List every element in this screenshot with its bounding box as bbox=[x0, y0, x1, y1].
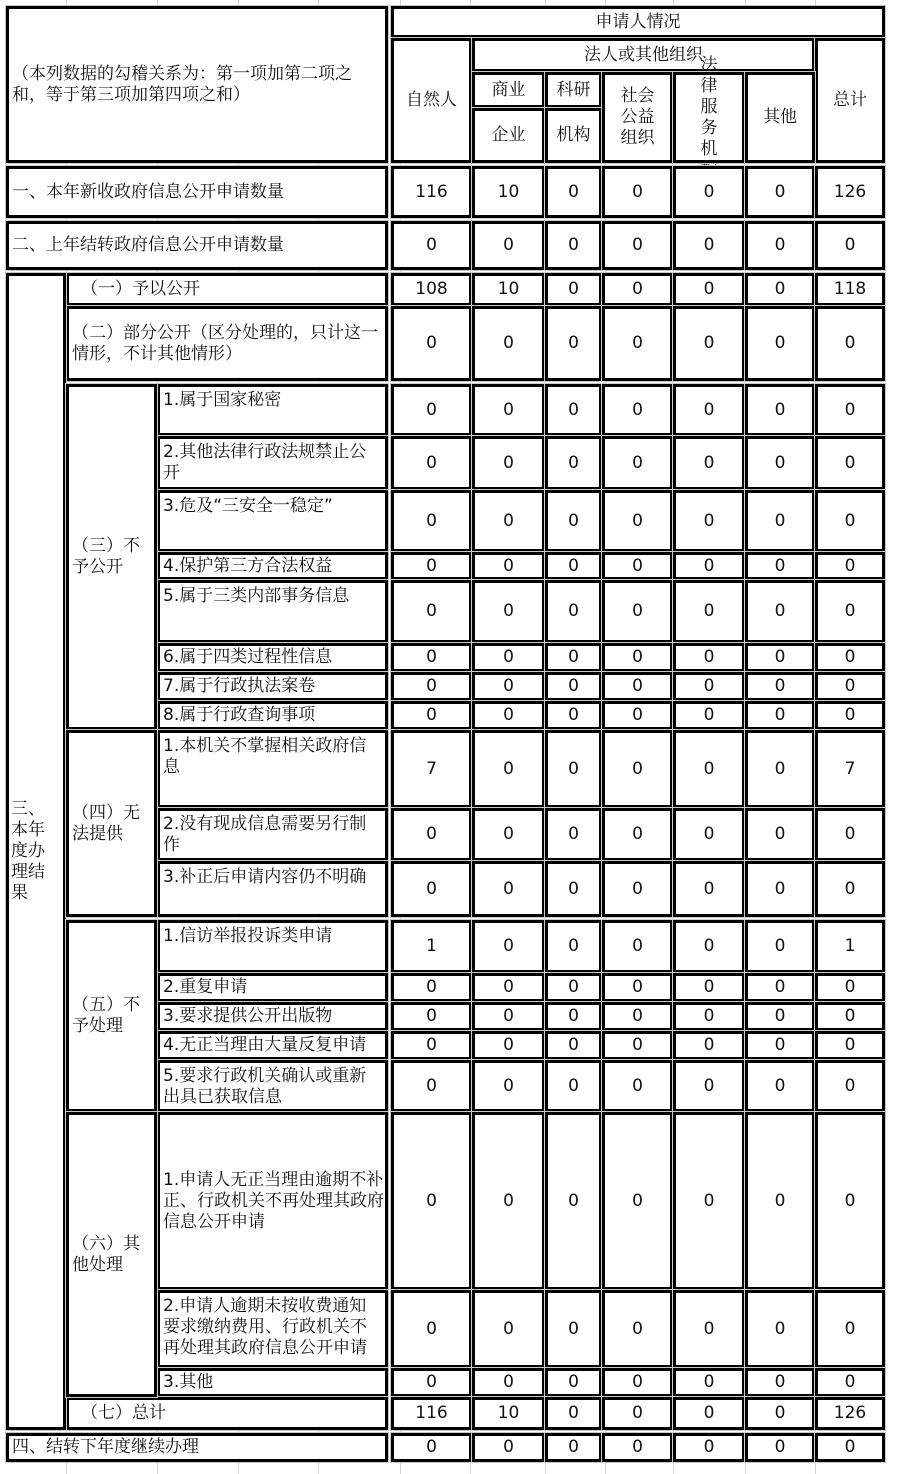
header-other: 其他 bbox=[745, 72, 815, 163]
value-cell: 0 bbox=[745, 1368, 815, 1397]
group-other-handling: （六）其他处理 bbox=[66, 1112, 157, 1397]
value-cell: 0 bbox=[472, 1368, 545, 1397]
value-cell: 0 bbox=[391, 973, 472, 1002]
value-cell: 0 bbox=[545, 730, 602, 808]
value-cell: 0 bbox=[602, 1112, 673, 1290]
value-cell: 0 bbox=[602, 672, 673, 701]
value-cell: 0 bbox=[545, 920, 602, 973]
value-cell: 0 bbox=[472, 808, 545, 861]
value-cell: 0 bbox=[745, 672, 815, 701]
value-cell: 10 bbox=[472, 1397, 545, 1430]
row-label: 一、本年新收政府信息公开申请数量 bbox=[6, 166, 388, 218]
value-cell: 0 bbox=[545, 808, 602, 861]
value-cell: 0 bbox=[545, 861, 602, 917]
value-cell: 10 bbox=[472, 166, 545, 218]
value-cell: 0 bbox=[602, 1368, 673, 1397]
value-cell: 0 bbox=[745, 861, 815, 917]
value-cell: 0 bbox=[602, 701, 673, 730]
value-cell: 0 bbox=[602, 920, 673, 973]
value-cell: 0 bbox=[745, 973, 815, 1002]
value-cell: 0 bbox=[391, 808, 472, 861]
value-cell: 0 bbox=[673, 1433, 745, 1462]
row-label: 1.属于国家秘密 bbox=[157, 384, 388, 436]
value-cell: 0 bbox=[602, 643, 673, 672]
value-cell: 0 bbox=[815, 436, 885, 490]
value-cell: 0 bbox=[673, 1002, 745, 1031]
value-cell: 0 bbox=[545, 384, 602, 436]
value-cell: 0 bbox=[602, 552, 673, 580]
value-cell: 0 bbox=[545, 273, 602, 306]
header-total: 总计 bbox=[815, 38, 885, 163]
value-cell: 0 bbox=[391, 490, 472, 552]
value-cell: 0 bbox=[745, 1060, 815, 1112]
value-cell: 0 bbox=[391, 384, 472, 436]
value-cell: 116 bbox=[391, 1397, 472, 1430]
row-label: 二、上年结转政府信息公开申请数量 bbox=[6, 221, 388, 270]
value-cell: 0 bbox=[472, 973, 545, 1002]
value-cell: 0 bbox=[673, 920, 745, 973]
value-cell: 0 bbox=[815, 861, 885, 917]
value-cell: 0 bbox=[745, 490, 815, 552]
group-not-disclosed: （三）不予公开 bbox=[66, 384, 157, 730]
value-cell: 0 bbox=[391, 861, 472, 917]
header-research-bottom: 机构 bbox=[545, 108, 602, 163]
value-cell: 0 bbox=[472, 920, 545, 973]
value-cell: 0 bbox=[602, 221, 673, 270]
value-cell: 0 bbox=[472, 672, 545, 701]
value-cell: 0 bbox=[815, 1290, 885, 1368]
row-label: 2.申请人逾期未按收费通知要求缴纳费用、行政机关不再处理其政府信息公开申请 bbox=[157, 1290, 388, 1368]
value-cell: 0 bbox=[472, 1060, 545, 1112]
value-cell: 0 bbox=[602, 490, 673, 552]
value-cell: 0 bbox=[472, 384, 545, 436]
value-cell: 0 bbox=[545, 490, 602, 552]
value-cell: 0 bbox=[815, 1031, 885, 1060]
value-cell: 7 bbox=[815, 730, 885, 808]
value-cell: 0 bbox=[545, 1433, 602, 1462]
header-commercial-top: 商业 bbox=[472, 72, 545, 108]
value-cell: 0 bbox=[545, 1031, 602, 1060]
value-cell: 0 bbox=[391, 701, 472, 730]
value-cell: 0 bbox=[545, 221, 602, 270]
value-cell: 0 bbox=[545, 701, 602, 730]
value-cell: 0 bbox=[745, 166, 815, 218]
value-cell: 0 bbox=[391, 552, 472, 580]
value-cell: 0 bbox=[745, 1031, 815, 1060]
value-cell: 0 bbox=[673, 1290, 745, 1368]
value-cell: 0 bbox=[815, 643, 885, 672]
value-cell: 0 bbox=[391, 1368, 472, 1397]
value-cell: 118 bbox=[815, 273, 885, 306]
value-cell: 0 bbox=[472, 436, 545, 490]
row-label: 1.本机关不掌握相关政府信息 bbox=[157, 730, 388, 808]
value-cell: 0 bbox=[472, 1290, 545, 1368]
row-label: （二）部分公开（区分处理的，只计这一情形，不计其他情形） bbox=[66, 306, 388, 381]
value-cell: 1 bbox=[391, 920, 472, 973]
value-cell: 0 bbox=[391, 1112, 472, 1290]
value-cell: 0 bbox=[673, 701, 745, 730]
value-cell: 0 bbox=[391, 221, 472, 270]
value-cell: 0 bbox=[472, 1433, 545, 1462]
value-cell: 0 bbox=[745, 1112, 815, 1290]
row-label: 四、结转下年度继续办理 bbox=[6, 1433, 388, 1462]
value-cell: 0 bbox=[472, 1112, 545, 1290]
value-cell: 0 bbox=[472, 730, 545, 808]
value-cell: 0 bbox=[602, 1031, 673, 1060]
value-cell: 0 bbox=[815, 973, 885, 1002]
row-label: （一）予以公开 bbox=[66, 273, 388, 306]
group-cannot-provide: （四）无法提供 bbox=[66, 730, 157, 917]
value-cell: 0 bbox=[391, 580, 472, 643]
row-label: 3.危及“三安全一稳定” bbox=[157, 490, 388, 552]
row-label: 3.要求提供公开出版物 bbox=[157, 1002, 388, 1031]
value-cell: 0 bbox=[745, 920, 815, 973]
value-cell: 0 bbox=[673, 273, 745, 306]
header-legal-service: 律服务机 bbox=[673, 72, 745, 163]
row-label: 4.保护第三方合法权益 bbox=[157, 552, 388, 580]
value-cell: 126 bbox=[815, 166, 885, 218]
row-label: 5.要求行政机关确认或重新出具已获取信息 bbox=[157, 1060, 388, 1112]
value-cell: 0 bbox=[745, 384, 815, 436]
value-cell: 0 bbox=[815, 384, 885, 436]
value-cell: 0 bbox=[673, 490, 745, 552]
header-natural-person: 自然人 bbox=[391, 38, 472, 163]
value-cell: 0 bbox=[745, 1002, 815, 1031]
value-cell: 0 bbox=[745, 1433, 815, 1462]
value-cell: 0 bbox=[545, 166, 602, 218]
value-cell: 0 bbox=[673, 221, 745, 270]
value-cell: 0 bbox=[745, 306, 815, 381]
value-cell: 0 bbox=[673, 384, 745, 436]
value-cell: 0 bbox=[602, 730, 673, 808]
row-label: 4.无正当理由大量反复申请 bbox=[157, 1031, 388, 1060]
value-cell: 0 bbox=[545, 1002, 602, 1031]
value-cell: 0 bbox=[673, 643, 745, 672]
value-cell: 0 bbox=[602, 1433, 673, 1462]
row-label: 1.信访举报投诉类申请 bbox=[157, 920, 388, 973]
value-cell: 0 bbox=[391, 436, 472, 490]
value-cell: 0 bbox=[815, 221, 885, 270]
value-cell: 0 bbox=[745, 701, 815, 730]
value-cell: 0 bbox=[745, 436, 815, 490]
value-cell: 0 bbox=[602, 1060, 673, 1112]
value-cell: 0 bbox=[745, 808, 815, 861]
value-cell: 0 bbox=[745, 730, 815, 808]
value-cell: 0 bbox=[391, 1433, 472, 1462]
value-cell: 0 bbox=[673, 436, 745, 490]
value-cell: 0 bbox=[673, 1060, 745, 1112]
value-cell: 0 bbox=[673, 973, 745, 1002]
row-label: （七）总计 bbox=[66, 1397, 388, 1430]
value-cell: 0 bbox=[472, 1002, 545, 1031]
value-cell: 0 bbox=[602, 273, 673, 306]
value-cell: 0 bbox=[673, 1368, 745, 1397]
value-cell: 0 bbox=[545, 1290, 602, 1368]
value-cell: 0 bbox=[673, 1031, 745, 1060]
row-label: 5.属于三类内部事务信息 bbox=[157, 580, 388, 643]
value-cell: 0 bbox=[815, 701, 885, 730]
value-cell: 0 bbox=[602, 973, 673, 1002]
value-cell: 0 bbox=[745, 1290, 815, 1368]
value-cell: 0 bbox=[815, 1433, 885, 1462]
value-cell: 0 bbox=[745, 580, 815, 643]
value-cell: 0 bbox=[602, 580, 673, 643]
value-cell: 0 bbox=[472, 221, 545, 270]
value-cell: 0 bbox=[472, 580, 545, 643]
value-cell: 0 bbox=[472, 306, 545, 381]
value-cell: 0 bbox=[545, 1368, 602, 1397]
value-cell: 0 bbox=[391, 1031, 472, 1060]
row-label: 1.申请人无正当理由逾期不补正、行政机关不再处理其政府信息公开申请 bbox=[157, 1112, 388, 1290]
value-cell: 0 bbox=[391, 1060, 472, 1112]
value-cell: 116 bbox=[391, 166, 472, 218]
value-cell: 0 bbox=[602, 436, 673, 490]
row-label: 2.其他法律行政法规禁止公开 bbox=[157, 436, 388, 490]
value-cell: 0 bbox=[545, 1397, 602, 1430]
value-cell: 0 bbox=[391, 672, 472, 701]
value-cell: 0 bbox=[745, 273, 815, 306]
value-cell: 0 bbox=[472, 643, 545, 672]
header-research-top: 科研 bbox=[545, 72, 602, 108]
value-cell: 126 bbox=[815, 1397, 885, 1430]
value-cell: 0 bbox=[815, 1368, 885, 1397]
value-cell: 0 bbox=[602, 384, 673, 436]
group-not-processed: （五）不予处理 bbox=[66, 920, 157, 1112]
value-cell: 0 bbox=[391, 1290, 472, 1368]
value-cell: 0 bbox=[673, 580, 745, 643]
group-section-three: 三、本年度办理结果 bbox=[6, 273, 66, 1430]
value-cell: 0 bbox=[745, 221, 815, 270]
row-label: 7.属于行政执法案卷 bbox=[157, 672, 388, 701]
value-cell: 0 bbox=[673, 306, 745, 381]
value-cell: 0 bbox=[673, 672, 745, 701]
value-cell: 0 bbox=[602, 1397, 673, 1430]
value-cell: 0 bbox=[472, 1031, 545, 1060]
value-cell: 0 bbox=[391, 643, 472, 672]
value-cell: 0 bbox=[815, 808, 885, 861]
value-cell: 0 bbox=[815, 552, 885, 580]
header-social-welfare: 社会公益组织 bbox=[602, 72, 673, 163]
value-cell: 0 bbox=[673, 861, 745, 917]
value-cell: 0 bbox=[745, 643, 815, 672]
value-cell: 0 bbox=[673, 552, 745, 580]
value-cell: 0 bbox=[602, 306, 673, 381]
value-cell: 0 bbox=[545, 672, 602, 701]
row-label: 2.没有现成信息需要另行制作 bbox=[157, 808, 388, 861]
value-cell: 0 bbox=[673, 808, 745, 861]
value-cell: 0 bbox=[673, 166, 745, 218]
row-label: 8.属于行政查询事项 bbox=[157, 701, 388, 730]
value-cell: 0 bbox=[602, 166, 673, 218]
value-cell: 0 bbox=[391, 1002, 472, 1031]
value-cell: 0 bbox=[815, 490, 885, 552]
value-cell: 108 bbox=[391, 273, 472, 306]
value-cell: 0 bbox=[815, 580, 885, 643]
value-cell: 0 bbox=[545, 306, 602, 381]
value-cell: 1 bbox=[815, 920, 885, 973]
value-cell: 0 bbox=[545, 552, 602, 580]
value-cell: 0 bbox=[602, 861, 673, 917]
value-cell: 0 bbox=[545, 436, 602, 490]
header-commercial-bottom: 企业 bbox=[472, 108, 545, 163]
value-cell: 0 bbox=[545, 1060, 602, 1112]
row-label: 2.重复申请 bbox=[157, 973, 388, 1002]
value-cell: 7 bbox=[391, 730, 472, 808]
value-cell: 0 bbox=[815, 1112, 885, 1290]
value-cell: 0 bbox=[472, 861, 545, 917]
value-cell: 0 bbox=[545, 643, 602, 672]
header-note-cell: （本列数据的勾稽关系为：第一项加第二项之和，等于第三项加第四项之和） bbox=[6, 6, 388, 163]
value-cell: 0 bbox=[745, 552, 815, 580]
value-cell: 0 bbox=[815, 1002, 885, 1031]
header-applicant-situation: 申请人情况 bbox=[391, 6, 885, 38]
value-cell: 0 bbox=[602, 1290, 673, 1368]
value-cell: 0 bbox=[545, 580, 602, 643]
value-cell: 0 bbox=[602, 808, 673, 861]
value-cell: 0 bbox=[815, 672, 885, 701]
value-cell: 0 bbox=[815, 1060, 885, 1112]
value-cell: 0 bbox=[472, 552, 545, 580]
value-cell: 10 bbox=[472, 273, 545, 306]
value-cell: 0 bbox=[673, 1112, 745, 1290]
value-cell: 0 bbox=[391, 306, 472, 381]
value-cell: 0 bbox=[673, 1397, 745, 1430]
row-label: 3.其他 bbox=[157, 1368, 388, 1397]
value-cell: 0 bbox=[472, 490, 545, 552]
row-label: 6.属于四类过程性信息 bbox=[157, 643, 388, 672]
value-cell: 0 bbox=[602, 1002, 673, 1031]
value-cell: 0 bbox=[745, 1397, 815, 1430]
value-cell: 0 bbox=[472, 701, 545, 730]
value-cell: 0 bbox=[815, 306, 885, 381]
value-cell: 0 bbox=[545, 973, 602, 1002]
value-cell: 0 bbox=[673, 730, 745, 808]
row-label: 3.补正后申请内容仍不明确 bbox=[157, 861, 388, 917]
header-legal-or-other: 法人或其他组织 bbox=[472, 38, 815, 72]
value-cell: 0 bbox=[545, 1112, 602, 1290]
